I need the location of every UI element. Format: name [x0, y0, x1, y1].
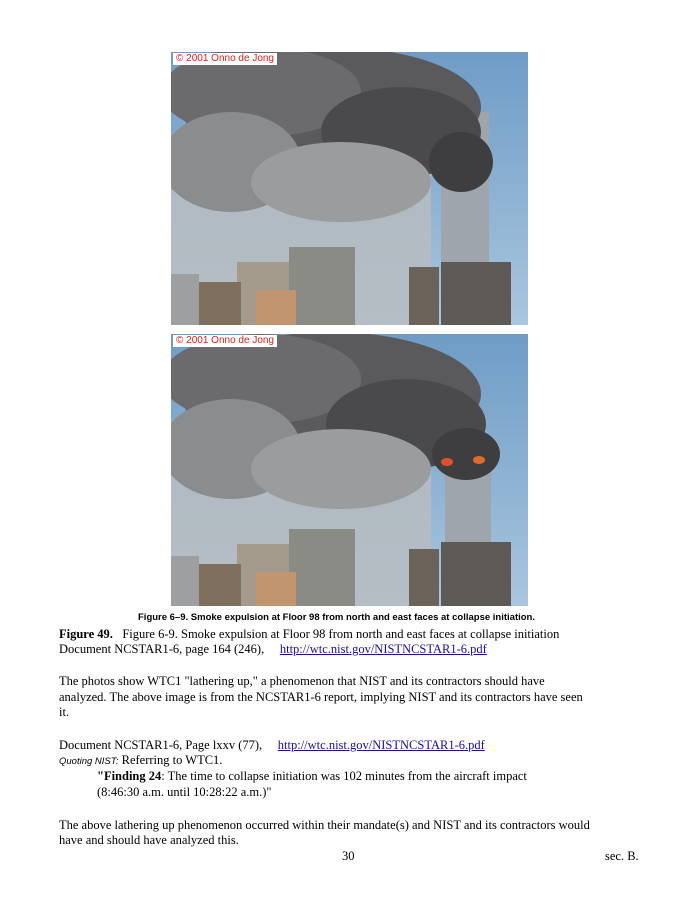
paragraph-2-line-1: The above lathering up phenomenon occurred within their mandate(s) and NIST and its contractors would	[59, 818, 590, 832]
finding-line-2: (8:46:30 a.m. until 10:28:22 a.m.)"	[97, 785, 272, 799]
doc-ref-2-line	[59, 738, 485, 753]
section-label: sec. B.	[605, 849, 639, 863]
doc-ref-text: Document NCSTAR1-6, page 164 (246),	[59, 642, 265, 656]
paragraph-1-line-2: analyzed. The above image is from the NCSTAR1-6 report, implying NIST and its contractors have seen	[59, 690, 583, 704]
photo-top	[171, 52, 528, 325]
caption-label: Figure 49.	[59, 627, 113, 641]
caption-line	[59, 627, 559, 642]
quoting-text: Referring to WTC1.	[121, 753, 223, 767]
quoting-label: Quoting NIST:	[59, 756, 119, 767]
figure-caption: Figure 6–9. Smoke expulsion at Floor 98 from north and east faces at collapse initiation.	[138, 612, 535, 623]
doc-link-2[interactable]: http://wtc.nist.gov/NISTNCSTAR1-6.pdf	[277, 738, 485, 752]
photo-copyright: © 2001 Onno de Jong	[173, 53, 277, 65]
photo-bottom	[171, 334, 528, 606]
doc-ref-line	[59, 642, 487, 657]
finding-text: : The time to collapse initiation was 102 minutes from the aircraft impact	[161, 769, 527, 783]
paragraph-2-line-2: have and should have analyzed this.	[59, 833, 239, 847]
paragraph-1-line-3: it.	[59, 705, 70, 719]
doc-ref-2-text: Document NCSTAR1-6, Page lxxv (77),	[59, 738, 263, 752]
doc-link[interactable]: http://wtc.nist.gov/NISTNCSTAR1-6.pdf	[279, 642, 487, 656]
photo-copyright: © 2001 Onno de Jong	[173, 335, 277, 347]
wtc-smoke-photo-2	[171, 334, 528, 606]
wtc-smoke-photo-1	[171, 52, 528, 325]
finding-line-1	[97, 769, 527, 784]
quoting-line	[59, 753, 222, 769]
caption-text: Figure 6-9. Smoke expulsion at Floor 98 from north and east faces at collapse initiation	[122, 627, 560, 641]
paragraph-1-line-1: The photos show WTC1 "lathering up," a phenomenon that NIST and its contractors should have	[59, 674, 545, 688]
page-number: 30	[342, 849, 355, 863]
finding-label: "Finding 24	[97, 769, 162, 783]
